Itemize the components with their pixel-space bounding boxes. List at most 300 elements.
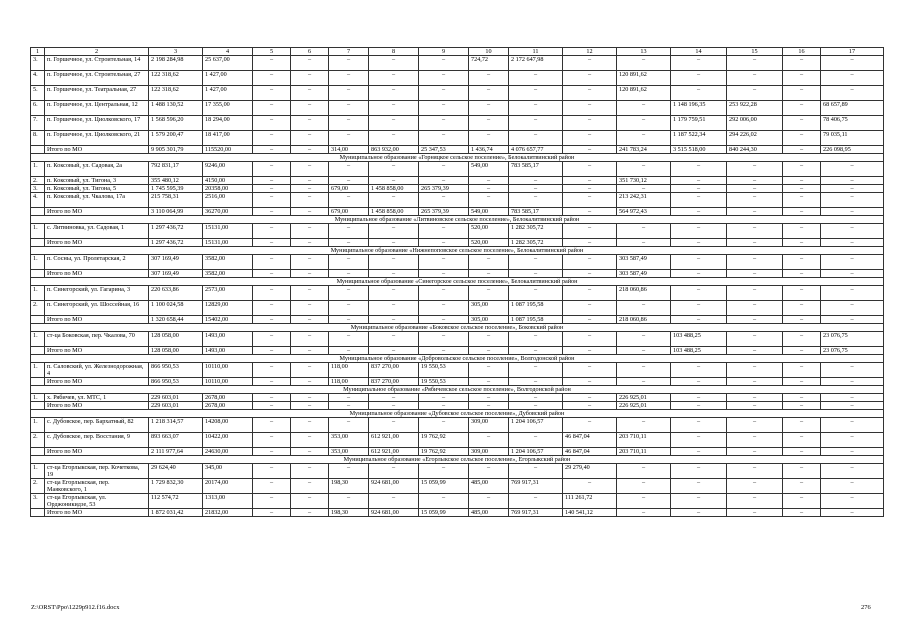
value-cell: – [329, 286, 369, 301]
value-cell: – [727, 301, 783, 316]
row-number [31, 448, 45, 456]
table-row [31, 131, 884, 146]
row-number [31, 402, 45, 410]
value-cell: – [821, 177, 884, 185]
value-cell: – [469, 177, 509, 185]
value-cell: 120 891,62 [617, 71, 671, 86]
value-cell: – [727, 224, 783, 239]
value-cell: – [727, 270, 783, 278]
value-cell: – [783, 316, 821, 324]
value-cell: 1 087 195,58 [509, 301, 563, 316]
value-cell: 103 488,25 [671, 332, 727, 347]
value-cell: – [821, 185, 884, 193]
value-cell: – [253, 363, 291, 378]
row-number: 1. [31, 363, 45, 378]
value-cell: 309,00 [469, 448, 509, 456]
value-cell: 1 436,74 [469, 146, 509, 154]
value-cell: – [253, 131, 291, 146]
value-cell: – [671, 239, 727, 247]
value-cell: – [469, 347, 509, 355]
value-cell: – [783, 418, 821, 433]
value-cell: – [509, 494, 563, 509]
value-cell: 2678,00 [203, 402, 253, 410]
table-row [31, 56, 884, 71]
value-cell: – [329, 71, 369, 86]
value-cell: 769 917,31 [509, 479, 563, 494]
value-cell: – [821, 56, 884, 71]
value-cell: – [419, 347, 469, 355]
value-cell: 19 762,92 [419, 448, 469, 456]
value-cell: 1 458 858,00 [369, 208, 419, 216]
value-cell: – [783, 146, 821, 154]
value-cell: 1 282 305,72 [509, 224, 563, 239]
section-heading-row [31, 216, 884, 224]
value-cell: – [253, 86, 291, 101]
value-cell: 1493,00 [203, 332, 253, 347]
value-cell: – [509, 86, 563, 101]
value-cell: – [783, 433, 821, 448]
value-cell: – [727, 509, 783, 517]
value-cell: – [329, 402, 369, 410]
value-cell: 863 932,00 [369, 146, 419, 154]
value-cell: – [617, 332, 671, 347]
value-cell: – [727, 479, 783, 494]
value-cell: – [291, 316, 329, 324]
row-number: 3. [31, 494, 45, 509]
value-cell: – [369, 162, 419, 177]
value-cell: 14208,00 [203, 418, 253, 433]
value-cell: – [563, 177, 617, 185]
value-cell: – [509, 433, 563, 448]
municipality-heading: Муниципальное образование «Горняцкое сельское поселение», Белокалитвинский район [31, 154, 884, 162]
value-cell: – [253, 332, 291, 347]
value-cell: 215 758,31 [149, 193, 203, 208]
value-cell: 29 624,40 [149, 464, 203, 479]
value-cell: – [783, 479, 821, 494]
value-cell: – [783, 332, 821, 347]
value-cell: – [419, 316, 469, 324]
value-cell: – [369, 332, 419, 347]
value-cell: – [617, 224, 671, 239]
value-cell: – [563, 239, 617, 247]
value-cell: 3 110 064,99 [149, 208, 203, 216]
row-number: 1. [31, 162, 45, 177]
value-cell: – [783, 185, 821, 193]
value-cell: 79 035,11 [821, 131, 884, 146]
value-cell: – [783, 56, 821, 71]
value-cell: 15402,00 [203, 316, 253, 324]
address-cell: Итого по МО [45, 378, 149, 386]
value-cell: – [783, 86, 821, 101]
section-heading-row [31, 154, 884, 162]
value-cell: – [727, 71, 783, 86]
value-cell: 9246,00 [203, 162, 253, 177]
column-number: 10 [469, 48, 509, 56]
value-cell: – [671, 316, 727, 324]
value-cell: – [821, 418, 884, 433]
value-cell: 36270,00 [203, 208, 253, 216]
row-number [31, 270, 45, 278]
value-cell: 485,00 [469, 509, 509, 517]
value-cell: 355 480,12 [149, 177, 203, 185]
value-cell: 769 917,31 [509, 509, 563, 517]
value-cell: – [253, 270, 291, 278]
value-cell: 1 458 858,00 [369, 185, 419, 193]
value-cell: – [821, 464, 884, 479]
value-cell: – [727, 86, 783, 101]
value-cell: 229 603,01 [149, 402, 203, 410]
value-cell: – [821, 479, 884, 494]
value-cell: – [821, 270, 884, 278]
value-cell: – [509, 332, 563, 347]
value-cell: – [253, 71, 291, 86]
value-cell: – [369, 71, 419, 86]
value-cell: – [291, 378, 329, 386]
value-cell: – [291, 162, 329, 177]
value-cell: 351 730,12 [617, 177, 671, 185]
value-cell: 115520,00 [203, 146, 253, 154]
value-cell: – [783, 464, 821, 479]
value-cell: 10110,00 [203, 378, 253, 386]
value-cell: – [509, 464, 563, 479]
address-cell: Итого по МО [45, 448, 149, 456]
value-cell: – [253, 146, 291, 154]
municipality-heading: Муниципальное образование «Боковское сельское поселение», Боковский район [31, 324, 884, 332]
value-cell: – [419, 239, 469, 247]
value-cell: – [563, 162, 617, 177]
value-cell: – [783, 71, 821, 86]
address-cell: с. Литвиновка, ул. Садовая, 1 [45, 224, 149, 239]
value-cell: 218 060,86 [617, 316, 671, 324]
value-cell: – [291, 193, 329, 208]
municipality-heading: Муниципальное образование «Добровольское сельское поселение», Волгодонской район [31, 355, 884, 363]
value-cell: – [369, 239, 419, 247]
value-cell: 783 585,17 [509, 162, 563, 177]
value-cell: 203 710,11 [617, 448, 671, 456]
value-cell: 1 427,00 [203, 86, 253, 101]
value-cell: – [253, 347, 291, 355]
value-cell: 2516,00 [203, 193, 253, 208]
value-cell: 305,00 [469, 316, 509, 324]
value-cell: 19 550,53 [419, 363, 469, 378]
address-cell: Итого по МО [45, 316, 149, 324]
value-cell: – [727, 56, 783, 71]
value-cell: 15131,00 [203, 239, 253, 247]
value-cell: 924 681,00 [369, 479, 419, 494]
address-cell: Итого по МО [45, 509, 149, 517]
value-cell: – [671, 402, 727, 410]
address-cell: п. Горшечное, ул. Театральная, 27 [45, 86, 149, 101]
value-cell: – [617, 509, 671, 517]
value-cell: 23 076,75 [821, 332, 884, 347]
value-cell: – [291, 301, 329, 316]
value-cell: – [617, 56, 671, 71]
address-cell: п. Горшечное, ул. Циолковского, 17 [45, 116, 149, 131]
value-cell: 2678,00 [203, 394, 253, 402]
value-cell: – [291, 146, 329, 154]
value-cell: – [727, 494, 783, 509]
value-cell: 1 204 106,57 [509, 418, 563, 433]
value-cell: – [469, 433, 509, 448]
row-number [31, 146, 45, 154]
table-row [31, 479, 884, 494]
section-heading-row [31, 278, 884, 286]
value-cell: 612 921,00 [369, 433, 419, 448]
value-cell: – [671, 86, 727, 101]
value-cell: – [563, 347, 617, 355]
table-row [31, 286, 884, 301]
value-cell: – [291, 479, 329, 494]
value-cell: – [509, 185, 563, 193]
value-cell: – [329, 255, 369, 270]
value-cell: – [671, 286, 727, 301]
value-cell: – [419, 116, 469, 131]
value-cell: 253 922,28 [727, 101, 783, 116]
value-cell: 226 925,01 [617, 402, 671, 410]
value-cell: – [291, 185, 329, 193]
value-cell: 307 169,49 [149, 270, 203, 278]
value-cell: – [329, 162, 369, 177]
value-cell: – [727, 394, 783, 402]
value-cell: – [821, 286, 884, 301]
value-cell: – [783, 494, 821, 509]
value-cell: – [509, 71, 563, 86]
address-cell: Итого по МО [45, 402, 149, 410]
value-cell: 24630,00 [203, 448, 253, 456]
value-cell: – [617, 131, 671, 146]
value-cell: – [821, 378, 884, 386]
value-cell: 1 187 522,34 [671, 131, 727, 146]
value-cell: – [563, 146, 617, 154]
value-cell: – [291, 255, 329, 270]
value-cell: – [419, 71, 469, 86]
value-cell: – [617, 494, 671, 509]
value-cell: 303 587,49 [617, 270, 671, 278]
value-cell: – [369, 193, 419, 208]
value-cell: – [617, 162, 671, 177]
value-cell: – [509, 286, 563, 301]
value-cell: – [821, 494, 884, 509]
value-cell: – [329, 332, 369, 347]
value-cell: – [509, 363, 563, 378]
table-row [31, 193, 884, 208]
value-cell: – [671, 509, 727, 517]
value-cell: – [727, 363, 783, 378]
value-cell: – [509, 177, 563, 185]
value-cell: – [563, 332, 617, 347]
value-cell: – [329, 316, 369, 324]
column-number: 16 [783, 48, 821, 56]
total-row [31, 239, 884, 247]
value-cell: – [291, 347, 329, 355]
value-cell: – [369, 394, 419, 402]
value-cell: – [329, 301, 369, 316]
address-cell: п. Горшечное, ул. Центральная, 12 [45, 101, 149, 116]
value-cell: 23 076,75 [821, 347, 884, 355]
value-cell: – [617, 347, 671, 355]
address-cell: Итого по МО [45, 270, 149, 278]
value-cell: – [369, 286, 419, 301]
value-cell: – [671, 177, 727, 185]
table-row [31, 71, 884, 86]
value-cell: 17 355,00 [203, 101, 253, 116]
value-cell: – [253, 239, 291, 247]
value-cell: – [821, 402, 884, 410]
value-cell: – [253, 224, 291, 239]
value-cell: – [419, 494, 469, 509]
value-cell: – [329, 131, 369, 146]
table-row [31, 116, 884, 131]
value-cell: – [563, 418, 617, 433]
value-cell: – [369, 347, 419, 355]
address-cell: п. Горшечное, ул. Строительная, 27 [45, 71, 149, 86]
value-cell: – [783, 162, 821, 177]
value-cell: – [253, 208, 291, 216]
total-row [31, 208, 884, 216]
value-cell: – [783, 239, 821, 247]
value-cell: – [563, 185, 617, 193]
value-cell: – [727, 208, 783, 216]
value-cell: – [617, 363, 671, 378]
value-cell: – [329, 270, 369, 278]
value-cell: – [253, 193, 291, 208]
row-number [31, 509, 45, 517]
value-cell: – [671, 270, 727, 278]
value-cell: 213 242,31 [617, 193, 671, 208]
value-cell: – [329, 177, 369, 185]
value-cell: – [727, 239, 783, 247]
value-cell: – [783, 402, 821, 410]
table-row [31, 418, 884, 433]
value-cell: 307 169,49 [149, 255, 203, 270]
value-cell: – [419, 193, 469, 208]
row-number: 1. [31, 224, 45, 239]
value-cell: – [617, 185, 671, 193]
column-number: 8 [369, 48, 419, 56]
value-cell: – [783, 378, 821, 386]
row-number: 1. [31, 255, 45, 270]
value-cell: 1313,00 [203, 494, 253, 509]
value-cell: – [253, 494, 291, 509]
row-number: 2. [31, 301, 45, 316]
value-cell: 679,00 [329, 208, 369, 216]
value-cell: 1 087 195,58 [509, 316, 563, 324]
value-cell: – [783, 286, 821, 301]
value-cell: – [563, 363, 617, 378]
table-row [31, 255, 884, 270]
value-cell: – [291, 433, 329, 448]
column-number: 1 [31, 48, 45, 56]
value-cell: 229 603,01 [149, 394, 203, 402]
value-cell: 485,00 [469, 479, 509, 494]
value-cell: 345,00 [203, 464, 253, 479]
value-cell: – [617, 239, 671, 247]
address-cell: ст-ца Егорлыкская, пер. Маяковского, 1 [45, 479, 149, 494]
value-cell: – [419, 224, 469, 239]
value-cell: 2 198 284,98 [149, 56, 203, 71]
value-cell: – [419, 131, 469, 146]
value-cell: – [329, 464, 369, 479]
municipality-heading: Муниципальное образование «Егорлыкское сельское поселение», Егорлыкский район [31, 456, 884, 464]
value-cell: 1 427,00 [203, 71, 253, 86]
value-cell: 353,00 [329, 433, 369, 448]
table-row [31, 224, 884, 239]
value-cell: 118,00 [329, 378, 369, 386]
value-cell: – [291, 208, 329, 216]
value-cell: – [291, 494, 329, 509]
value-cell: – [821, 448, 884, 456]
value-cell: 2 111 977,64 [149, 448, 203, 456]
value-cell: – [419, 301, 469, 316]
address-cell: п. Синегорский, ул. Гагарина, 3 [45, 286, 149, 301]
value-cell: – [671, 255, 727, 270]
value-cell: – [329, 494, 369, 509]
value-cell: 303 587,49 [617, 255, 671, 270]
value-cell: – [563, 208, 617, 216]
value-cell: – [369, 270, 419, 278]
address-cell: ст-ца Егорлыкская, ул. Орджоникидзе, 53 [45, 494, 149, 509]
value-cell: 1 297 436,72 [149, 239, 203, 247]
value-cell: 1 568 596,20 [149, 116, 203, 131]
value-cell: – [671, 71, 727, 86]
value-cell: – [563, 286, 617, 301]
address-cell: п. Саловский, ул. Железнодорожная, 4 [45, 363, 149, 378]
value-cell: – [783, 224, 821, 239]
value-cell: 226 098,95 [821, 146, 884, 154]
value-cell: – [821, 224, 884, 239]
value-cell: – [727, 433, 783, 448]
value-cell: – [727, 316, 783, 324]
value-cell: – [509, 347, 563, 355]
value-cell: – [253, 101, 291, 116]
value-cell: – [469, 185, 509, 193]
value-cell: 128 058,00 [149, 332, 203, 347]
table-row [31, 464, 884, 479]
value-cell: – [329, 394, 369, 402]
value-cell: – [727, 193, 783, 208]
value-cell: – [369, 418, 419, 433]
value-cell: 12829,00 [203, 301, 253, 316]
row-number [31, 316, 45, 324]
value-cell: 792 831,17 [149, 162, 203, 177]
value-cell: – [469, 464, 509, 479]
table-row [31, 301, 884, 316]
value-cell: 3582,00 [203, 255, 253, 270]
value-cell: – [617, 116, 671, 131]
row-number: 1. [31, 286, 45, 301]
value-cell: – [783, 255, 821, 270]
value-cell: – [291, 402, 329, 410]
value-cell: – [469, 378, 509, 386]
address-cell: ст-ца Егорлыкская, пер. Кочеткова, 19 [45, 464, 149, 479]
row-number [31, 239, 45, 247]
value-cell: – [821, 71, 884, 86]
value-cell: – [671, 224, 727, 239]
value-cell: 120 891,62 [617, 86, 671, 101]
value-cell: – [329, 193, 369, 208]
value-cell: – [291, 131, 329, 146]
value-cell: 198,30 [329, 479, 369, 494]
row-number: 2. [31, 177, 45, 185]
value-cell: – [509, 270, 563, 278]
value-cell: – [727, 185, 783, 193]
value-cell: – [369, 101, 419, 116]
value-cell: – [671, 433, 727, 448]
value-cell: – [419, 177, 469, 185]
value-cell: 353,00 [329, 448, 369, 456]
value-cell: – [369, 255, 419, 270]
value-cell: – [821, 86, 884, 101]
